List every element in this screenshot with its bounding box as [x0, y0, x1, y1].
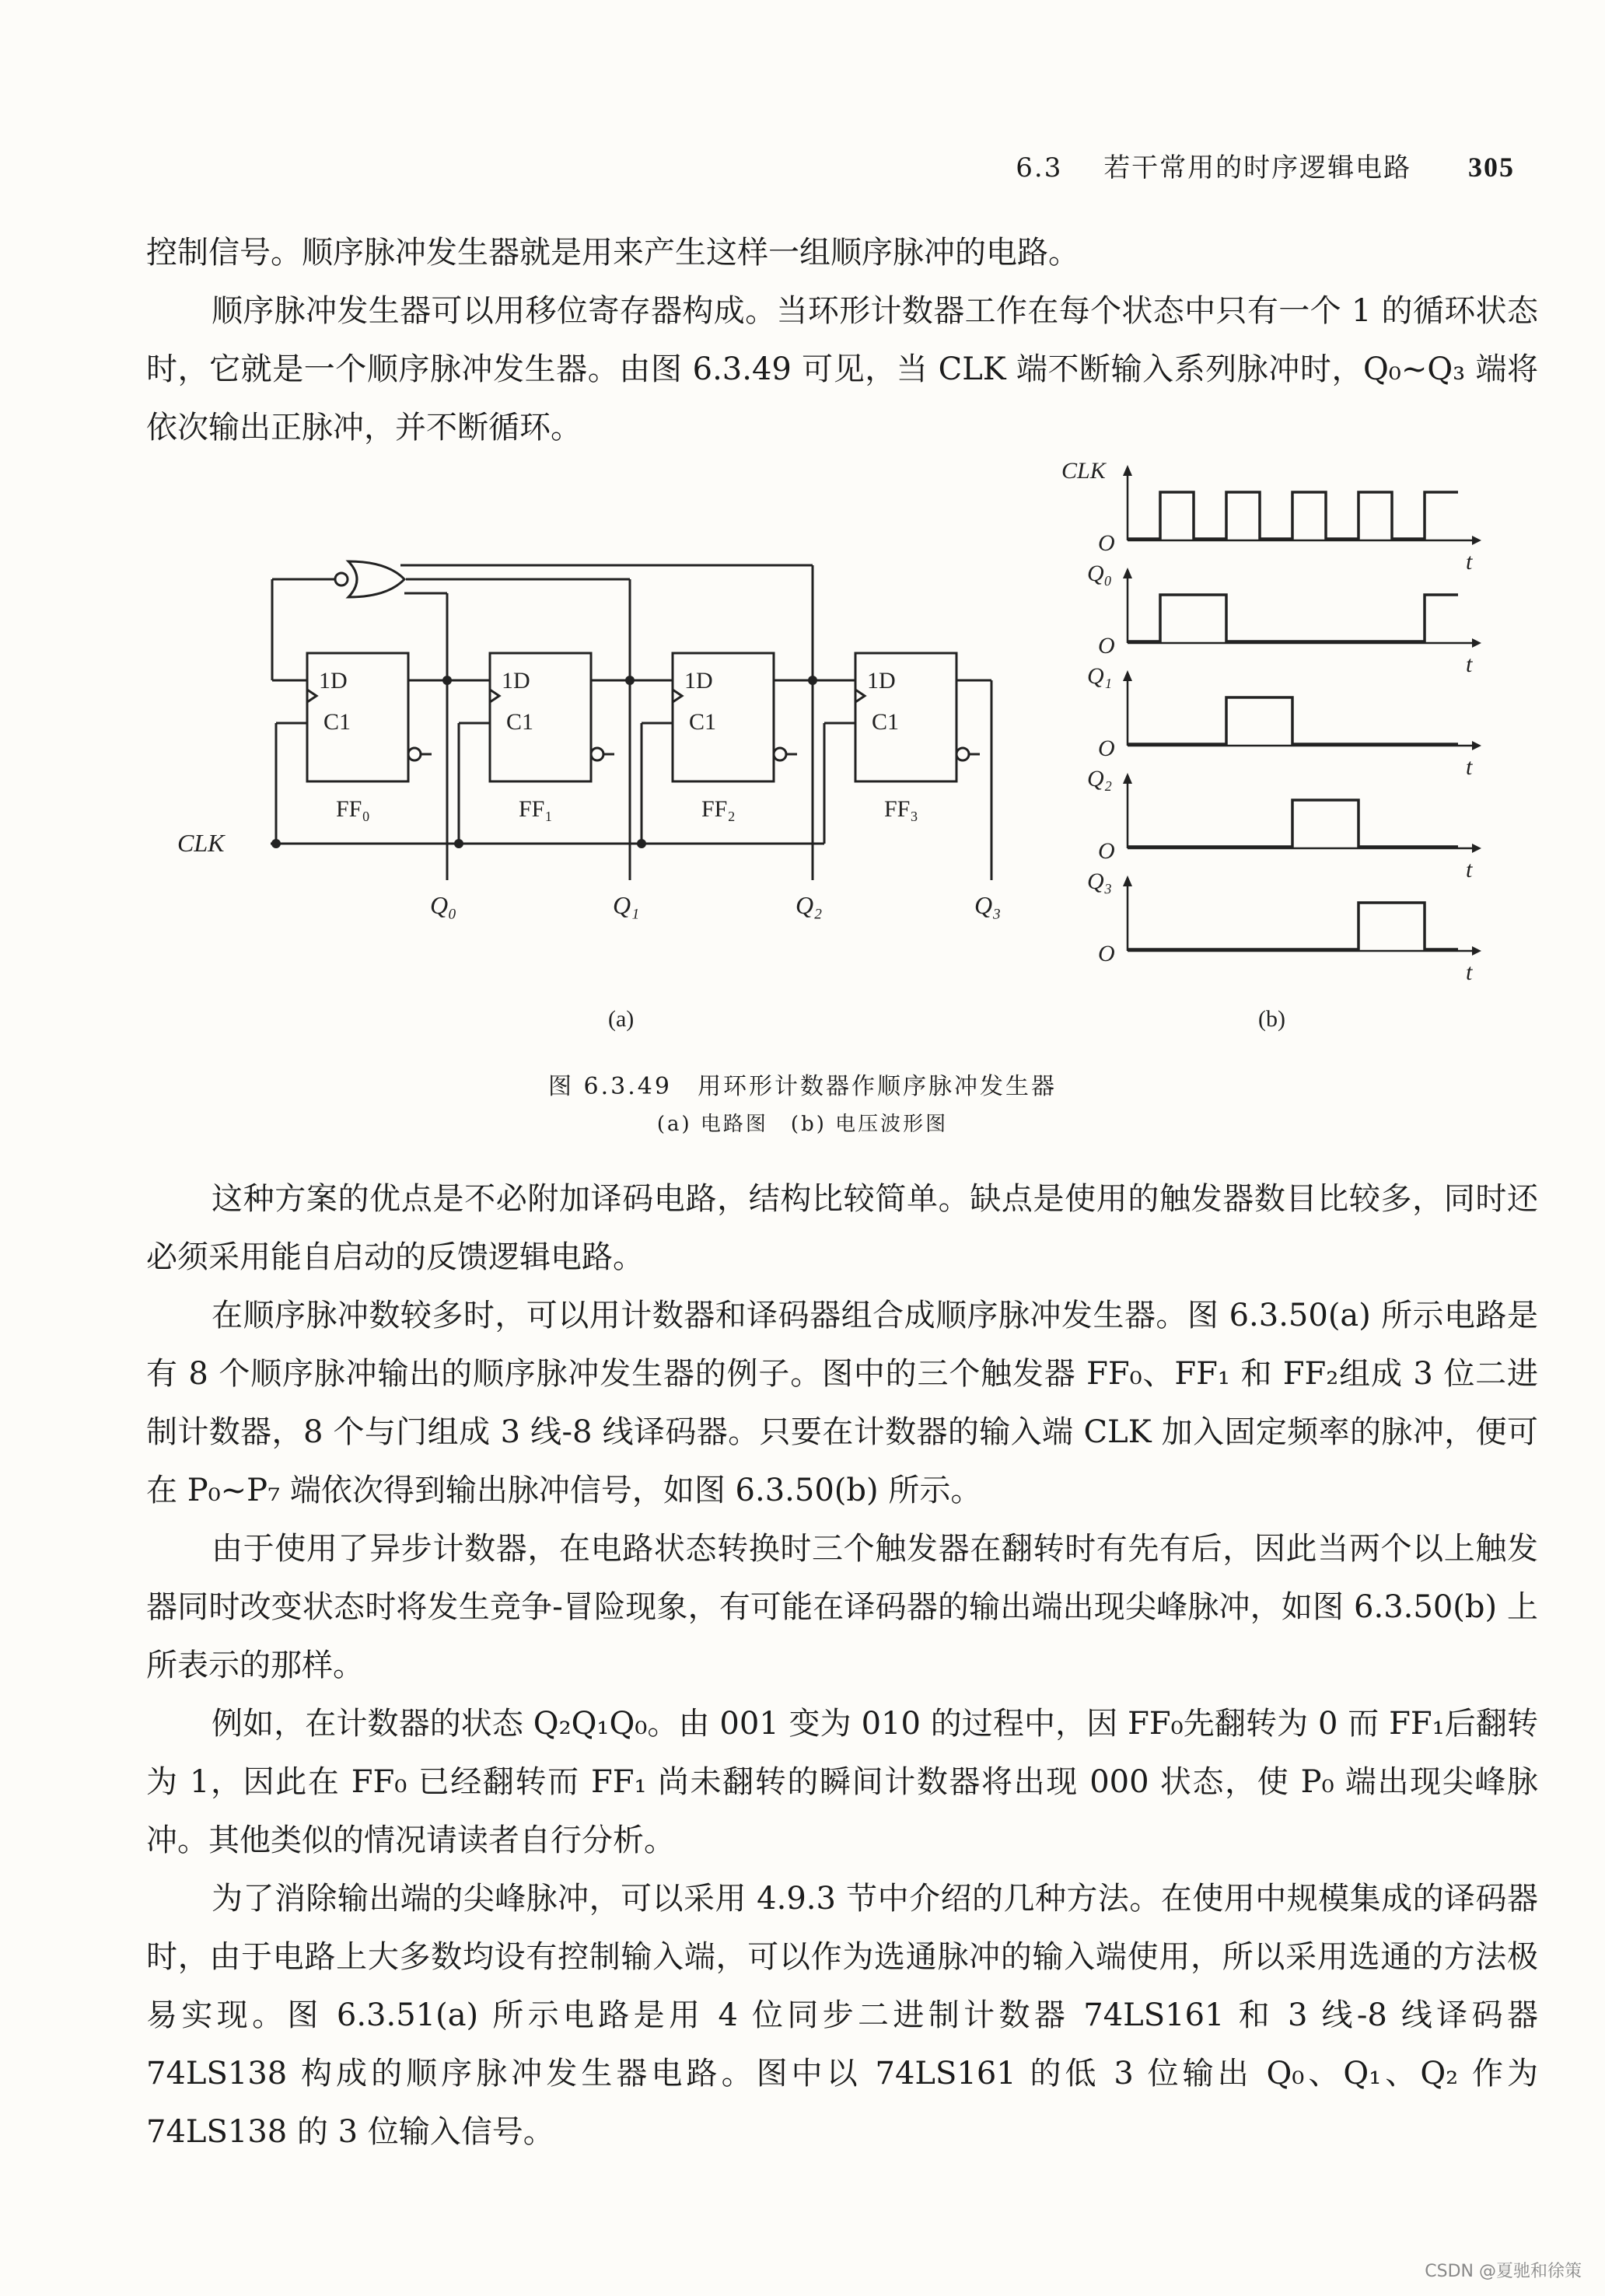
paragraph: 顺序脉冲发生器可以用移位寄存器构成。当环形计数器工作在每个状态中只有一个 1 的循环状态时，它就是一个顺序脉冲发生器。由图 6.3.49 可见，当 CLK 端不断输入系列脉冲时，Q₀~Q₃ 端将依次输出正脉冲，并不断循环。	[146, 293, 1538, 446]
running-header	[1016, 146, 1515, 184]
time-label: t	[1466, 652, 1473, 677]
paragraph: 为了消除输出端的尖峰脉冲，可以采用 4.9.3 节中介绍的几种方法。在使用中规模集成的译码器时，由于电路上大多数均设有控制输入端，可以作为选通脉冲的输入端使用，所以采用选通的方法极易实现。图 6.3.51(a) 所示电路是用 4 位同步二进制计数器 74LS161 和 3 线-8 线译码器 74LS138 构成的顺序脉冲发生器电路。图中以 74LS161 的低 3 位输出 Q₀、Q₁、Q₂ 作为 74LS138 的 3 位输入信号。	[146, 1881, 1538, 2150]
header-title: 若干常用的时序逻辑电路	[1103, 152, 1412, 183]
clk-waveform	[1128, 492, 1458, 539]
waveform-diagram	[1061, 458, 1481, 1032]
q0-waveform	[1128, 595, 1458, 641]
origin-label: O	[1098, 530, 1115, 556]
output-label-q0: Q₀	[430, 891, 457, 919]
paragraph: 由于使用了异步计数器，在电路状态转换时三个触发器在翻转时有先有后，因此当两个以上触发器同时改变状态时将发生竞争-冒险现象，有可能在译码器的输出端出现尖峰脉冲，如图 6.3.50(b) 上所表示的那样。	[146, 1531, 1538, 1683]
origin-label: O	[1098, 941, 1115, 966]
nor-gate	[348, 561, 404, 597]
q3-waveform	[1128, 903, 1458, 949]
time-label: t	[1466, 959, 1473, 985]
ff1-c-label: C1	[506, 709, 534, 735]
inverted-output-bubble	[774, 748, 786, 760]
ff1-name: FF₁	[519, 796, 553, 822]
watermark: CSDN @夏驰和徐策	[1425, 2262, 1582, 2281]
ff3-name: FF₃	[884, 796, 918, 822]
ff0-name: FF₀	[336, 796, 370, 822]
figure-subcaption: (a) 电路图 (b) 电压波形图	[656, 1113, 949, 1136]
circuit-junctions	[271, 676, 817, 848]
inverted-output-bubble	[956, 748, 969, 760]
time-label: t	[1466, 857, 1473, 882]
ff3-d-label: 1D	[867, 668, 896, 694]
q1-waveform	[1128, 697, 1458, 744]
figure-svg	[0, 443, 1605, 1221]
origin-label: O	[1098, 736, 1115, 761]
clock-triangle	[673, 690, 682, 702]
subfigure-label-b: (b)	[1258, 1006, 1285, 1032]
ff1-d-label: 1D	[502, 668, 530, 694]
wave-label-q2: Q₂	[1087, 766, 1113, 792]
origin-label: O	[1098, 838, 1115, 864]
ff2-d-label: 1D	[684, 668, 713, 694]
wave-label-q1: Q₁	[1087, 663, 1113, 689]
header-section-number: 6.3	[1016, 152, 1063, 183]
ff2-c-label: C1	[689, 709, 717, 735]
nor-output-bubble	[335, 573, 348, 585]
q2-waveform	[1128, 800, 1458, 847]
wave-label-q0: Q₀	[1087, 561, 1113, 586]
figure-caption: 图 6.3.49 用环形计数器作顺序脉冲发生器	[548, 1073, 1057, 1100]
ff2-name: FF₂	[701, 796, 736, 822]
time-label: t	[1466, 549, 1473, 575]
paragraph: 在顺序脉冲数较多时，可以用计数器和译码器组合成顺序脉冲发生器。图 6.3.50(a) 所示电路是有 8 个顺序脉冲输出的顺序脉冲发生器的例子。图中的三个触发器 FF₀、FF₁ 和 FF₂组成 3 位二进制计数器，8 个与门组成 3 线-8 线译码器。只要在计数器的输入端 CLK 加入固定频率的脉冲，便可在 P₀~P₇ 端依次得到输出脉冲信号，如图 6.3.50(b) 所示。	[146, 1298, 1538, 1508]
text-block-bottom	[146, 1170, 1538, 2161]
page-number: 305	[1468, 152, 1515, 183]
paragraph: 这种方案的优点是不必附加译码电路，结构比较简单。缺点是使用的触发器数目比较多，同时还必须采用能自启动的反馈逻辑电路。	[146, 1181, 1538, 1275]
origin-label: O	[1098, 633, 1115, 659]
text-block-top	[146, 224, 1538, 457]
inverted-output-bubble	[591, 748, 603, 760]
output-label-q2: Q₂	[796, 891, 823, 919]
clock-triangle	[490, 690, 499, 702]
paragraph: 控制信号。顺序脉冲发生器就是用来产生这样一组顺序脉冲的电路。	[146, 235, 1079, 271]
paragraph: 例如，在计数器的状态 Q₂Q₁Q₀。由 001 变为 010 的过程中，因 FF₀先翻转为 0 而 FF₁后翻转为 1，因此在 FF₀ 已经翻转而 FF₁ 尚未翻转的瞬间计数器将出现 000 状态，使 P₀ 端出现尖峰脉冲。其他类似的情况请读者自行分析。	[146, 1706, 1538, 1858]
ff0-d-label: 1D	[319, 668, 348, 694]
clock-triangle	[307, 690, 316, 702]
ff0-c-label: C1	[323, 709, 351, 735]
wave-label-clk: CLK	[1061, 458, 1106, 484]
output-label-q1: Q₁	[613, 891, 640, 919]
clk-input-label: CLK	[177, 829, 225, 857]
output-label-q3: Q₃	[974, 891, 1002, 919]
time-label: t	[1466, 754, 1473, 780]
wave-label-q3: Q₃	[1087, 868, 1113, 894]
figure-6-3-49	[0, 443, 1605, 1221]
inverted-output-bubble	[408, 748, 421, 760]
ff3-c-label: C1	[872, 709, 900, 735]
clock-triangle	[855, 690, 865, 702]
subfigure-label-a: (a)	[608, 1006, 635, 1032]
